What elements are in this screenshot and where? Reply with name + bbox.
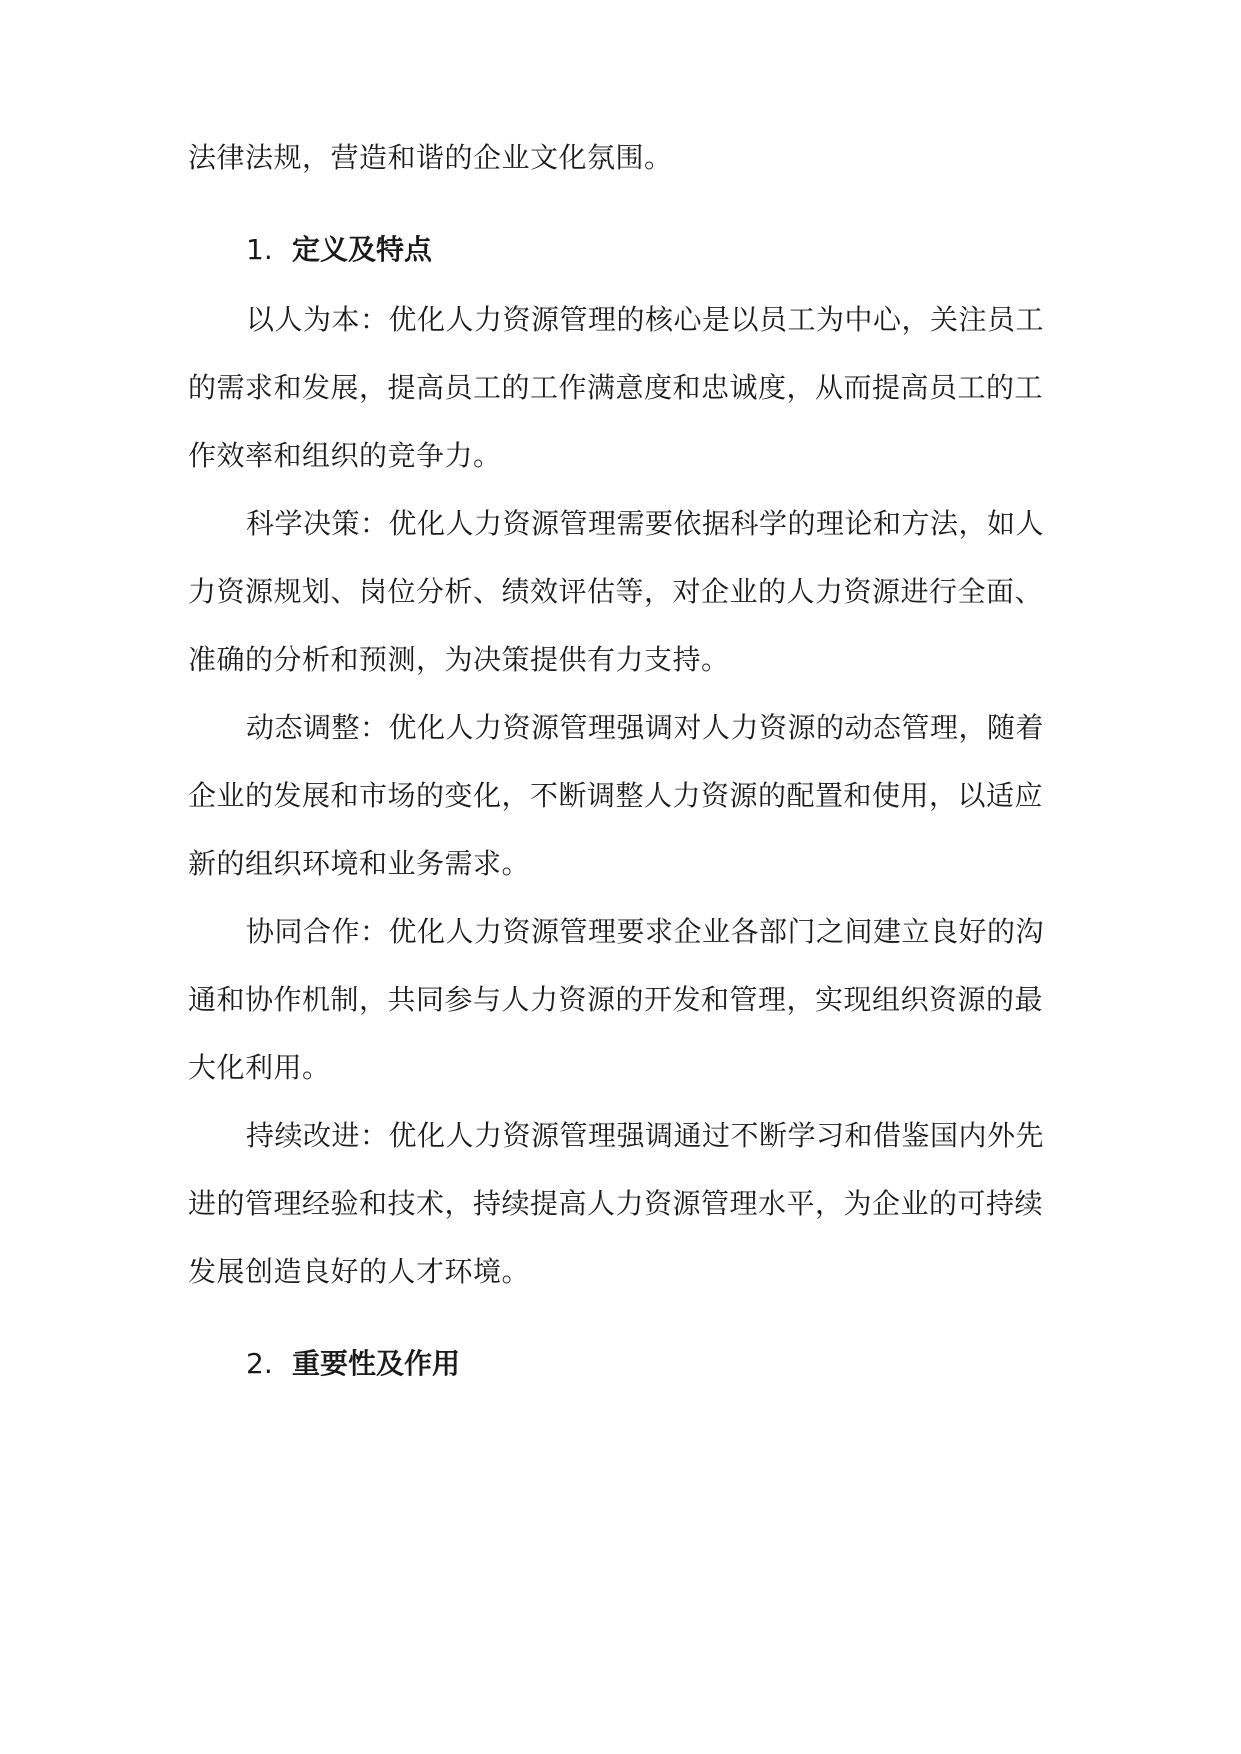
paragraph-1-line-2: 的需求和发展，提高员工的工作满意度和忠诚度，从而提高员工的工 <box>188 371 1044 404</box>
paragraph-3-line-1: 动态调整：优化人力资源管理强调对人力资源的动态管理，随着 <box>246 711 1045 744</box>
section-2-heading <box>246 1344 460 1384</box>
section-1-number: 1. <box>246 233 273 266</box>
intro-text-line: 法律法规，营造和谐的企业文化氛围。 <box>188 141 673 174</box>
paragraph-2-line-1: 科学决策：优化人力资源管理需要依据科学的理论和方法，如人 <box>246 507 1045 540</box>
paragraph-5-line-3: 发展创造良好的人才环境。 <box>188 1255 531 1288</box>
paragraph-5-line-1: 持续改进：优化人力资源管理强调通过不断学习和借鉴国内外先 <box>246 1119 1045 1152</box>
paragraph-2-line-2: 力资源规划、岗位分析、绩效评估等，对企业的人力资源进行全面、 <box>188 575 1044 608</box>
paragraph-5-line-2: 进的管理经验和技术，持续提高人力资源管理水平，为企业的可持续 <box>188 1187 1044 1220</box>
paragraph-3-line-3: 新的组织环境和业务需求。 <box>188 847 531 880</box>
paragraph-4-line-3: 大化利用。 <box>188 1051 331 1084</box>
paragraph-3-line-2: 企业的发展和市场的变化，不断调整人力资源的配置和使用，以适应 <box>188 779 1044 812</box>
paragraph-1-line-3: 作效率和组织的竞争力。 <box>188 439 502 472</box>
section-1-title: 定义及特点 <box>292 233 433 266</box>
paragraph-4-line-2: 通和协作机制，共同参与人力资源的开发和管理，实现组织资源的最 <box>188 983 1044 1016</box>
section-2-title: 重要性及作用 <box>292 1347 461 1380</box>
paragraph-4-line-1: 协同合作：优化人力资源管理要求企业各部门之间建立良好的沟 <box>246 915 1045 948</box>
section-1-heading <box>246 230 432 270</box>
section-2-number: 2. <box>246 1347 273 1380</box>
paragraph-2-line-3: 准确的分析和预测，为决策提供有力支持。 <box>188 643 730 676</box>
paragraph-1-line-1: 以人为本：优化人力资源管理的核心是以员工为中心，关注员工 <box>246 303 1045 336</box>
